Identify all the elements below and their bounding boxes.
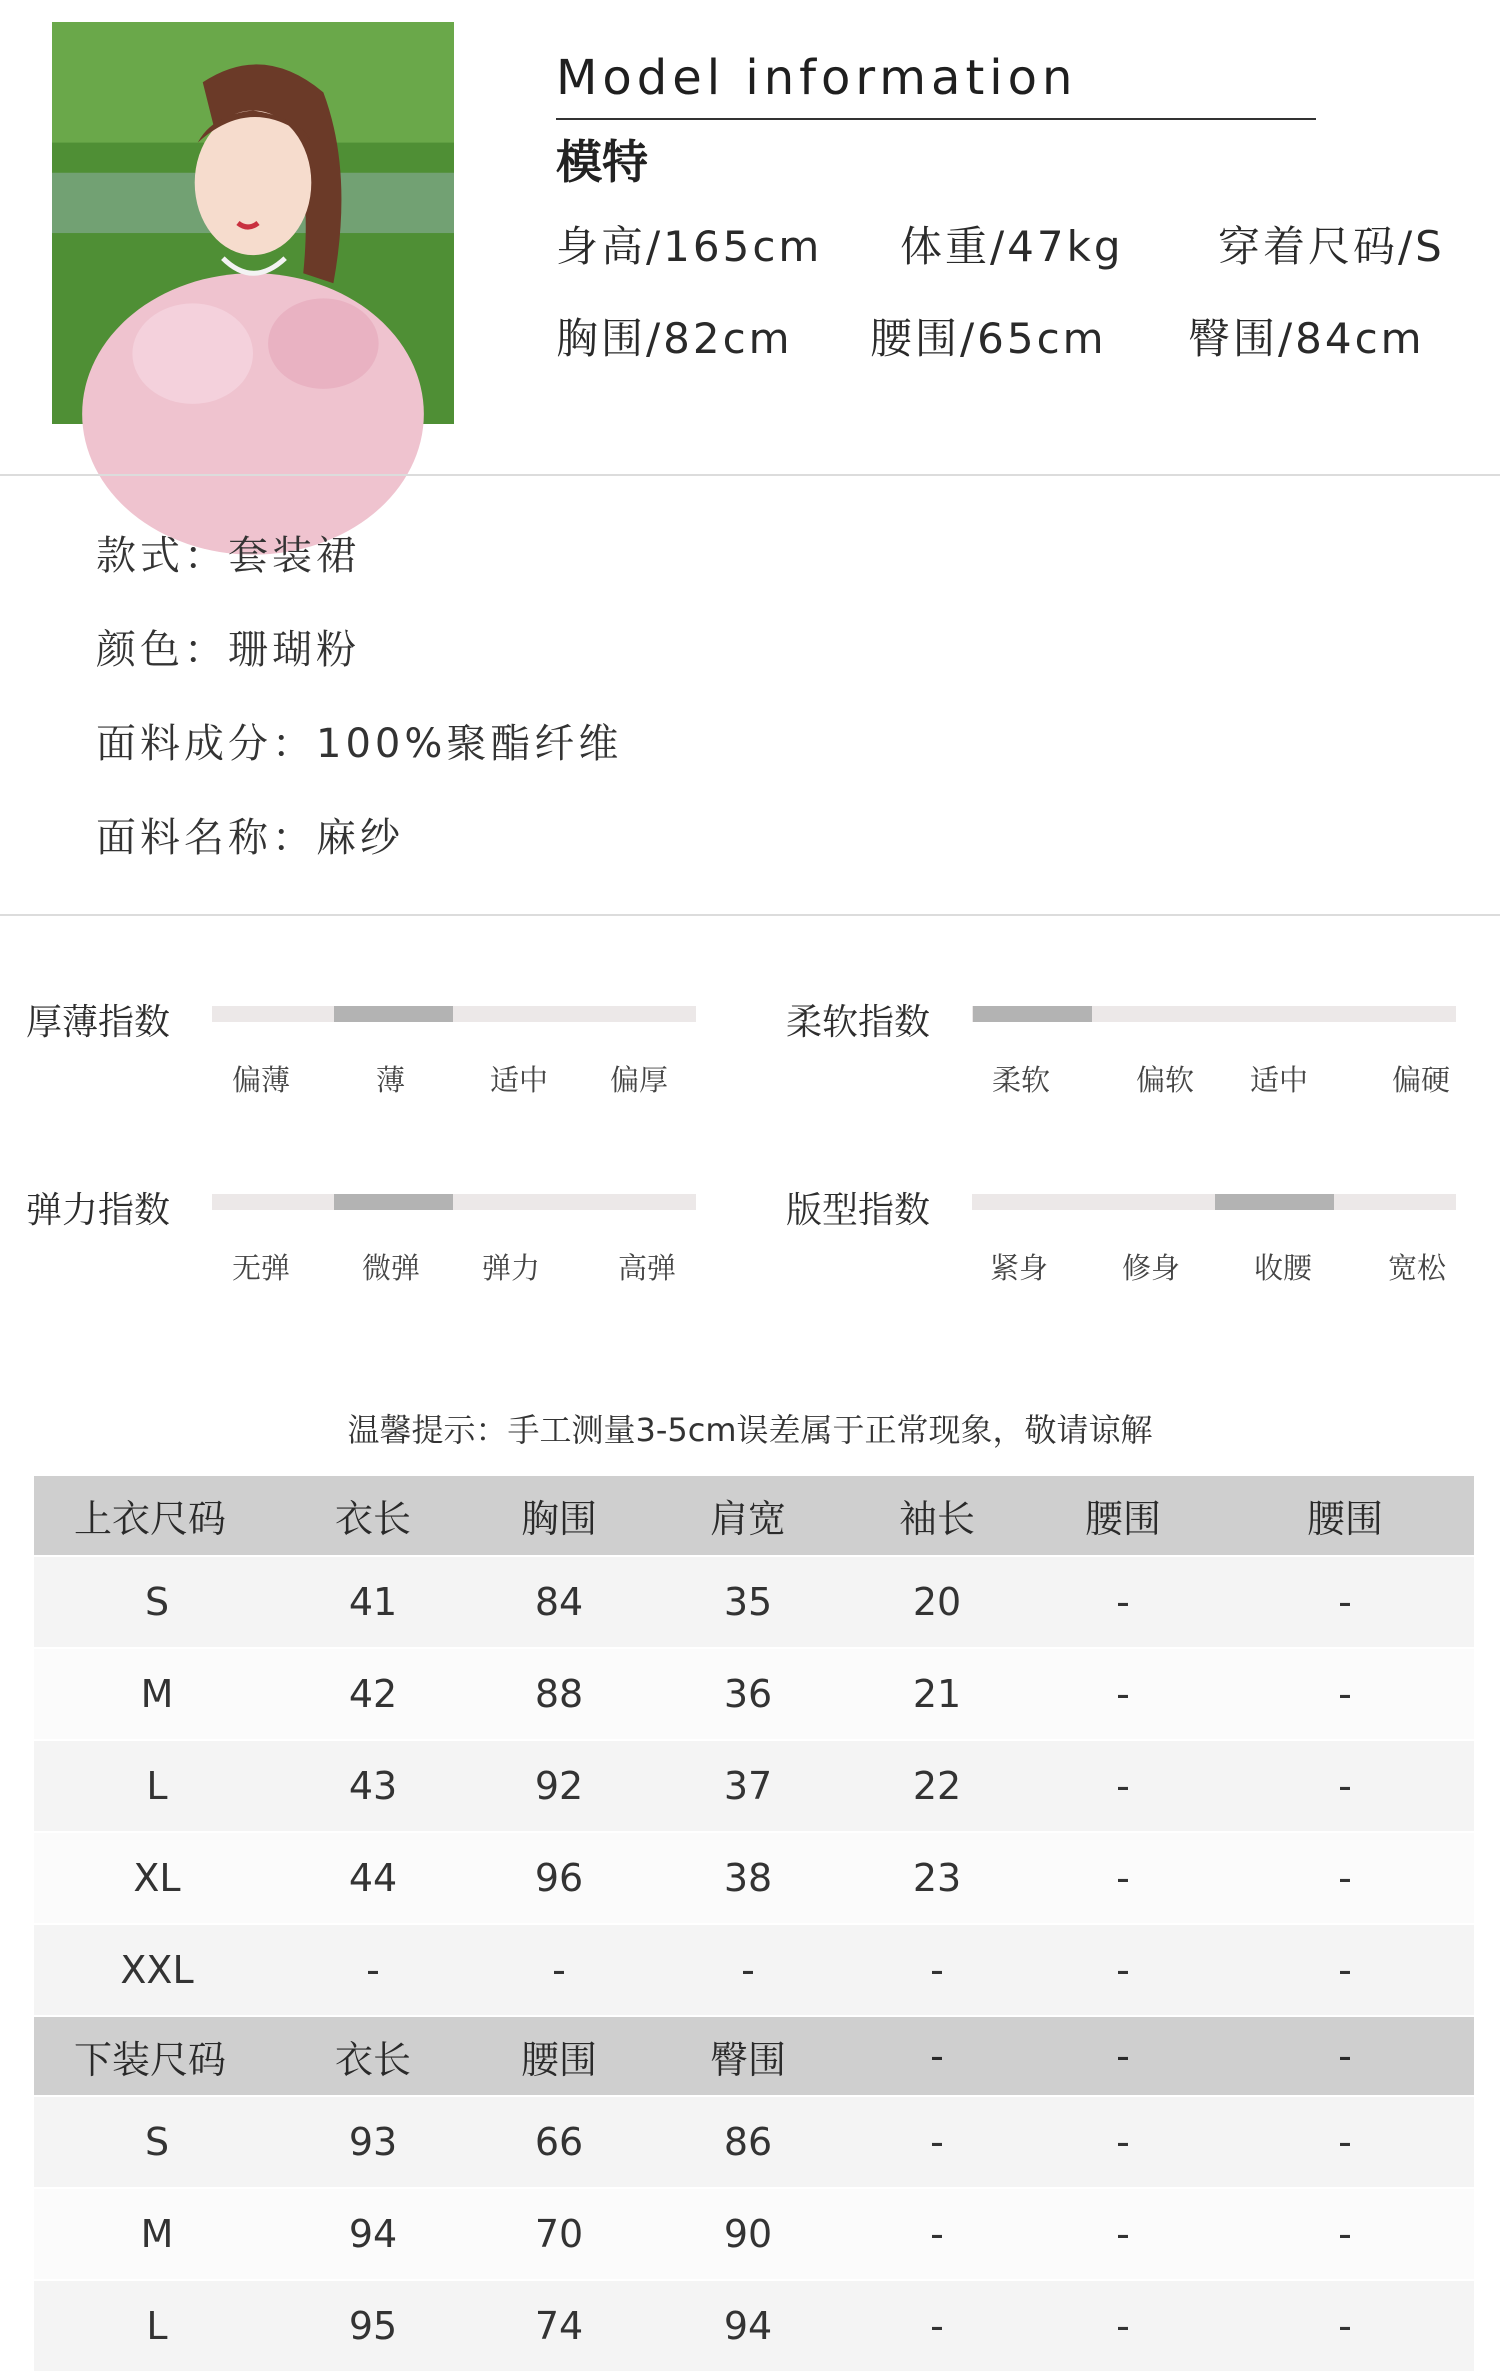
- index-label: 弹力: [482, 1251, 541, 1285]
- index-title-softness: 柔软指数: [786, 1002, 931, 1043]
- model-hips: 臀围/84cm: [1188, 314, 1425, 363]
- table-cell: 86: [652, 2096, 844, 2188]
- index-fill: [973, 1006, 1092, 1022]
- table-cell: 42: [280, 1648, 466, 1740]
- table-cell: -: [1216, 2096, 1474, 2188]
- info-style: 款式：套装裙: [96, 533, 360, 579]
- index-label: 适中: [490, 1063, 549, 1097]
- table-cell: -: [1030, 2096, 1216, 2188]
- table-cell: -: [652, 1924, 844, 2016]
- table-cell: 41: [280, 1556, 466, 1648]
- table-cell: 23: [844, 1832, 1030, 1924]
- table-cell: -: [1030, 2188, 1216, 2280]
- table-cell: -: [1030, 2280, 1216, 2372]
- section-divider: [0, 914, 1500, 916]
- model-waist: 腰围/65cm: [870, 314, 1107, 363]
- table-cell: XL: [34, 1832, 280, 1924]
- size-table-body: [34, 1476, 1474, 2372]
- table-cell: 88: [466, 1648, 652, 1740]
- table-row: [34, 1924, 1474, 2016]
- table-cell: 96: [466, 1832, 652, 1924]
- table-header-row: [34, 2016, 1474, 2096]
- model-avatar: [52, 22, 454, 424]
- table-header-cell: 腰围: [1030, 1476, 1216, 1556]
- table-header-cell: 衣长: [280, 2016, 466, 2096]
- table-header-cell: 腰围: [1216, 1476, 1474, 1556]
- model-subheading: 模特: [556, 135, 648, 189]
- table-header-cell: 肩宽: [652, 1476, 844, 1556]
- model-weight: 体重/47kg: [900, 222, 1124, 271]
- table-header-cell: 上衣尺码: [34, 1476, 280, 1556]
- table-cell: -: [466, 1924, 652, 2016]
- table-cell: 38: [652, 1832, 844, 1924]
- model-photo-illustration: [52, 22, 454, 424]
- table-cell: -: [844, 2188, 1030, 2280]
- index-fill: [334, 1194, 453, 1210]
- index-label: 宽松: [1388, 1251, 1447, 1285]
- table-cell: -: [1030, 1832, 1216, 1924]
- index-label: 无弹: [232, 1251, 291, 1285]
- table-header-cell: 袖长: [844, 1476, 1030, 1556]
- table-cell: S: [34, 1556, 280, 1648]
- size-table: [34, 1476, 1474, 2373]
- table-cell: 21: [844, 1648, 1030, 1740]
- index-label: 收腰: [1254, 1251, 1313, 1285]
- table-cell: 20: [844, 1556, 1030, 1648]
- table-header-cell: 胸围: [466, 1476, 652, 1556]
- table-header-cell: 衣长: [280, 1476, 466, 1556]
- table-cell: 70: [466, 2188, 652, 2280]
- index-label: 微弹: [362, 1251, 421, 1285]
- info-color: 颜色：珊瑚粉: [96, 627, 360, 673]
- table-row: [34, 1832, 1474, 1924]
- index-label: 薄: [376, 1063, 406, 1097]
- table-cell: 22: [844, 1740, 1030, 1832]
- index-label: 偏软: [1136, 1063, 1195, 1097]
- table-cell: -: [1216, 2280, 1474, 2372]
- index-label: 高弹: [618, 1251, 677, 1285]
- table-cell: -: [1216, 1648, 1474, 1740]
- index-label: 修身: [1122, 1251, 1181, 1285]
- table-cell: L: [34, 1740, 280, 1832]
- table-cell: M: [34, 1648, 280, 1740]
- table-cell: -: [1216, 2188, 1474, 2280]
- table-header-cell: 腰围: [466, 2016, 652, 2096]
- index-track-softness: [972, 1006, 1456, 1022]
- table-cell: 66: [466, 2096, 652, 2188]
- index-title-thickness: 厚薄指数: [26, 1002, 171, 1043]
- table-cell: XXL: [34, 1924, 280, 2016]
- index-fill: [334, 1006, 453, 1022]
- model-size: 穿着尺码/S: [1218, 222, 1445, 271]
- table-cell: -: [1030, 1648, 1216, 1740]
- table-cell: 74: [466, 2280, 652, 2372]
- table-cell: -: [1216, 1832, 1474, 1924]
- table-header-cell: -: [844, 2016, 1030, 2096]
- table-cell: 36: [652, 1648, 844, 1740]
- table-cell: -: [844, 2280, 1030, 2372]
- model-height: 身高/165cm: [556, 222, 823, 271]
- index-label: 偏薄: [232, 1063, 291, 1097]
- model-bust: 胸围/82cm: [556, 314, 793, 363]
- table-header-row: [34, 1476, 1474, 1556]
- table-cell: 94: [652, 2280, 844, 2372]
- index-label: 紧身: [990, 1251, 1049, 1285]
- index-track-fit: [972, 1194, 1456, 1210]
- table-cell: 37: [652, 1740, 844, 1832]
- table-cell: -: [1030, 1740, 1216, 1832]
- table-cell: -: [1030, 1924, 1216, 2016]
- table-header-cell: -: [1216, 2016, 1474, 2096]
- table-cell: -: [1216, 1740, 1474, 1832]
- table-cell: 93: [280, 2096, 466, 2188]
- section-divider: [0, 474, 1500, 476]
- model-heading: Model information: [556, 50, 1078, 106]
- index-title-fit: 版型指数: [786, 1190, 931, 1231]
- table-header-cell: 下装尺码: [34, 2016, 280, 2096]
- table-header-cell: 臀围: [652, 2016, 844, 2096]
- table-cell: L: [34, 2280, 280, 2372]
- table-header-cell: -: [1030, 2016, 1216, 2096]
- table-cell: -: [1030, 1556, 1216, 1648]
- table-cell: -: [844, 1924, 1030, 2016]
- table-cell: 43: [280, 1740, 466, 1832]
- table-row: [34, 2096, 1474, 2188]
- info-fabric: 面料名称：麻纱: [96, 815, 404, 861]
- table-cell: -: [1216, 1556, 1474, 1648]
- table-cell: 84: [466, 1556, 652, 1648]
- index-title-elasticity: 弹力指数: [26, 1190, 171, 1231]
- index-track-elasticity: [212, 1194, 696, 1210]
- table-cell: -: [280, 1924, 466, 2016]
- table-row: [34, 2188, 1474, 2280]
- index-label: 偏硬: [1392, 1063, 1451, 1097]
- index-label: 偏厚: [610, 1063, 669, 1097]
- table-cell: S: [34, 2096, 280, 2188]
- table-row: [34, 1556, 1474, 1648]
- index-track-thickness: [212, 1006, 696, 1022]
- table-row: [34, 2280, 1474, 2372]
- table-cell: 92: [466, 1740, 652, 1832]
- heading-underline: [556, 118, 1316, 120]
- index-label: 适中: [1250, 1063, 1309, 1097]
- table-cell: -: [1216, 1924, 1474, 2016]
- index-label: 柔软: [992, 1063, 1051, 1097]
- table-row: [34, 1740, 1474, 1832]
- table-cell: -: [844, 2096, 1030, 2188]
- table-cell: 44: [280, 1832, 466, 1924]
- table-cell: M: [34, 2188, 280, 2280]
- model-section: [0, 0, 1500, 474]
- table-row: [34, 1648, 1474, 1740]
- table-cell: 35: [652, 1556, 844, 1648]
- table-cell: 95: [280, 2280, 466, 2372]
- table-cell: 94: [280, 2188, 466, 2280]
- table-cell: 90: [652, 2188, 844, 2280]
- measurement-notice: 温馨提示：手工测量3-5cm误差属于正常现象，敬请谅解: [347, 1411, 1153, 1449]
- info-composition: 面料成分：100%聚酯纤维: [96, 721, 623, 767]
- index-fill: [1215, 1194, 1334, 1210]
